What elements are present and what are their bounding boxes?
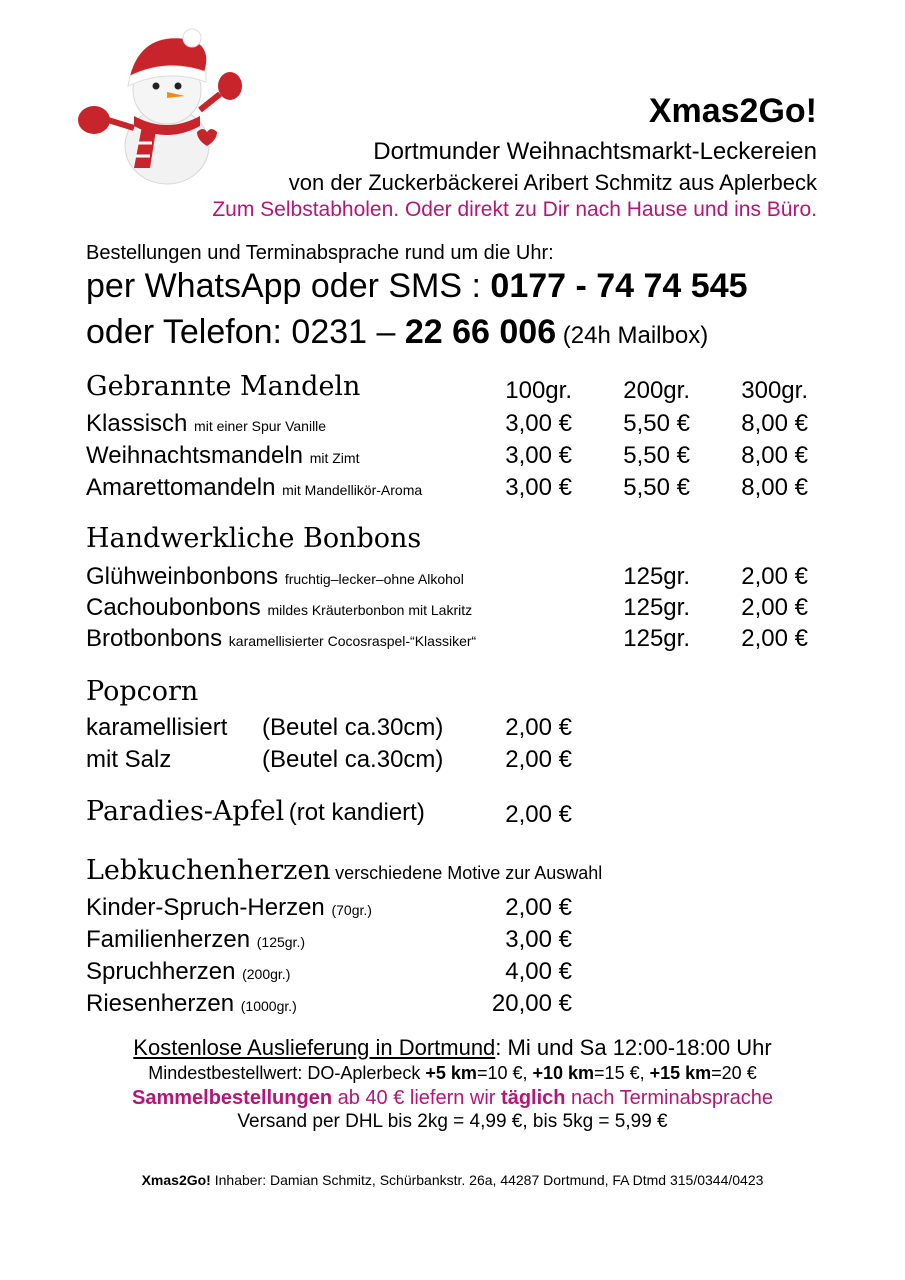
price: 8,00 € — [741, 410, 808, 437]
footer-brand: Xmas2Go! — [141, 1172, 211, 1188]
price: 2,00 € — [505, 801, 572, 828]
size-header-200: 200gr. — [623, 377, 690, 404]
item-size: 125gr. — [623, 563, 690, 590]
price: 3,00 € — [505, 442, 572, 469]
bulk-order-label: Sammelbestellungen — [131, 1087, 333, 1109]
zone-15km-price: =20 € — [711, 1063, 757, 1083]
menu-item-brotbonbons — [86, 625, 476, 653]
minimum-order-line — [0, 1063, 905, 1084]
item-size: (200gr.) — [242, 966, 291, 982]
item-size: (Beutel ca.30cm) — [262, 714, 444, 741]
bulk-order-daily: täglich — [501, 1087, 566, 1109]
delivery-times: : Mi und Sa 12:00-18:00 Uhr — [495, 1035, 772, 1060]
subtitle-line-1: Dortmunder Weihnachtsmarkt-Leckereien — [373, 138, 817, 165]
item-desc: mit einer Spur Vanille — [194, 418, 327, 434]
item-desc: mildes Kräuterbonbon mit Lakritz — [267, 602, 473, 618]
zone-10km-price: =15 €, — [594, 1063, 650, 1083]
zone-5km: +5 km — [425, 1063, 477, 1083]
section-title-lebkuchen: Lebkuchenherzen — [86, 855, 331, 886]
item-name: Cachoubonbons — [86, 594, 261, 621]
item-size: (125gr.) — [256, 934, 305, 950]
menu-item-familienherzen — [86, 926, 305, 954]
section-desc: verschiedene Motive zur Auswahl — [335, 863, 603, 883]
price: 20,00 € — [491, 990, 572, 1017]
item-size: 125gr. — [623, 625, 690, 652]
item-size: (1000gr.) — [240, 998, 297, 1014]
bulk-order-tail: nach Terminabsprache — [565, 1087, 774, 1109]
item-name: Amarettomandeln — [86, 474, 276, 501]
delivery-line — [0, 1035, 905, 1061]
menu-item-paradies-apfel — [86, 796, 425, 827]
menu-item-karamellisiert: karamellisiert — [86, 714, 228, 741]
min-order-label: Mindestbestellwert: DO-Aplerbeck — [148, 1063, 426, 1083]
whatsapp-label: per WhatsApp oder SMS : — [86, 267, 491, 305]
item-size: 125gr. — [623, 594, 690, 621]
phone-number: 22 66 006 — [404, 313, 557, 351]
footer-text: Inhaber: Damian Schmitz, Schürbankstr. 26a, 44287 Dortmund, FA Dtmd 315/0344/0423 — [210, 1172, 764, 1188]
zone-5km-price: =10 €, — [476, 1063, 533, 1083]
menu-item-kinder-spruch-herzen — [86, 894, 372, 922]
phone-label: oder Telefon: 0231 – — [86, 313, 405, 351]
snowman-icon — [72, 28, 242, 188]
item-name: Glühweinbonbons — [86, 563, 279, 590]
section-title-apfel: Paradies-Apfel — [86, 796, 285, 827]
item-desc: karamellisierter Cocosraspel-“Klassiker“ — [228, 633, 477, 649]
item-name: Familienherzen — [86, 926, 251, 953]
phone-line — [86, 313, 708, 352]
whatsapp-number: 0177 - 74 74 545 — [490, 267, 748, 305]
menu-item-mit-salz: mit Salz — [86, 746, 172, 773]
brand-title: Xmas2Go! — [648, 92, 817, 130]
item-size: (Beutel ca.30cm) — [262, 746, 444, 773]
menu-item-gluehweinbonbons — [86, 563, 464, 591]
price: 4,00 € — [505, 958, 572, 985]
price: 5,50 € — [623, 442, 690, 469]
footer-imprint — [0, 1172, 905, 1188]
item-name: Weihnachtsmandeln — [86, 442, 304, 469]
subtitle-line-2: von der Zuckerbäckerei Aribert Schmitz aus Aplerbeck — [288, 170, 817, 195]
menu-item-weihnachtsmandeln — [86, 442, 359, 470]
subtitle-line-3: Zum Selbstabholen. Oder direkt zu Dir nach Hause und ins Büro. — [212, 198, 817, 221]
item-desc: mit Mandellikör-Aroma — [282, 482, 423, 498]
price: 5,50 € — [623, 474, 690, 501]
size-header-100: 100gr. — [505, 377, 572, 404]
price: 5,50 € — [623, 410, 690, 437]
price: 8,00 € — [741, 474, 808, 501]
section-title-popcorn: Popcorn — [86, 676, 199, 707]
price: 2,00 € — [505, 714, 572, 741]
order-intro: Bestellungen und Terminabsprache rund um die Uhr: — [86, 242, 554, 264]
menu-item-klassisch — [86, 410, 326, 438]
item-desc: (rot kandiert) — [288, 799, 425, 826]
size-header-300: 300gr. — [741, 377, 808, 404]
item-name: Klassisch — [86, 410, 188, 437]
price: 3,00 € — [505, 926, 572, 953]
menu-item-cachoubonbons — [86, 594, 472, 622]
item-name: Kinder-Spruch-Herzen — [86, 894, 325, 921]
item-size: (70gr.) — [331, 902, 372, 918]
bulk-order-text: ab 40 € liefern wir — [332, 1087, 502, 1109]
item-name: Brotbonbons — [86, 625, 223, 652]
price: 2,00 € — [741, 594, 808, 621]
bulk-order-line — [0, 1087, 905, 1110]
phone-note: (24h Mailbox) — [556, 322, 709, 349]
delivery-heading: Kostenlose Auslieferung in Dortmund — [133, 1035, 496, 1060]
price: 2,00 € — [505, 746, 572, 773]
price: 3,00 € — [505, 474, 572, 501]
item-desc: fruchtig–lecker–ohne Alkohol — [284, 571, 464, 587]
price: 2,00 € — [741, 625, 808, 652]
item-name: Riesenherzen — [86, 990, 235, 1017]
price: 2,00 € — [741, 563, 808, 590]
zone-10km: +10 km — [532, 1063, 595, 1083]
item-desc: mit Zimt — [309, 450, 360, 466]
whatsapp-line — [86, 267, 748, 306]
section-title-bonbons: Handwerkliche Bonbons — [86, 523, 422, 554]
price: 2,00 € — [505, 894, 572, 921]
price: 3,00 € — [505, 410, 572, 437]
item-name: Spruchherzen — [86, 958, 236, 985]
menu-item-riesenherzen — [86, 990, 297, 1018]
menu-item-amarettomandeln — [86, 474, 422, 502]
price: 8,00 € — [741, 442, 808, 469]
section-title-mandeln: Gebrannte Mandeln — [86, 371, 361, 402]
menu-item-spruchherzen — [86, 958, 290, 986]
shipping-line: Versand per DHL bis 2kg = 4,99 €, bis 5kg = 5,99 € — [237, 1111, 668, 1132]
section-header-lebkuchen — [86, 855, 602, 886]
zone-15km: +15 km — [649, 1063, 712, 1083]
